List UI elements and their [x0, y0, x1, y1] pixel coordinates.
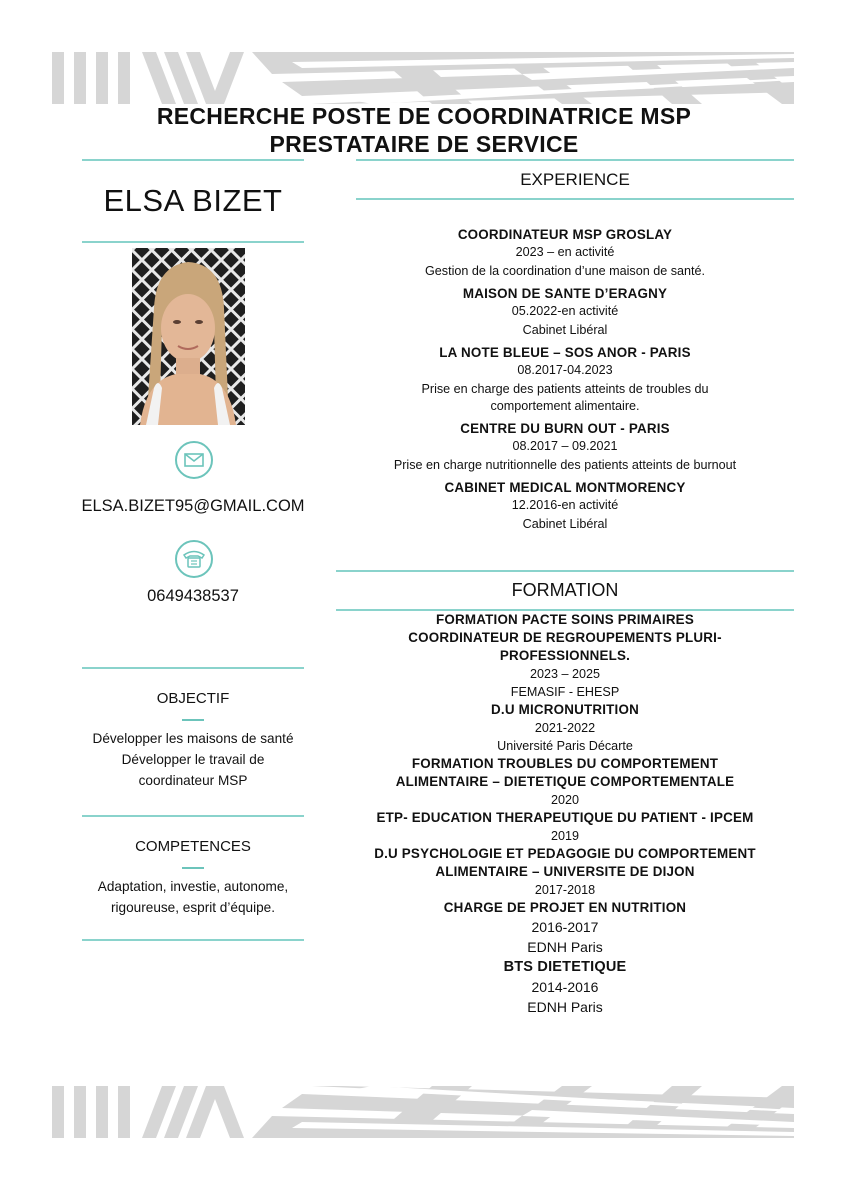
experience-heading: EXPERIENCE — [520, 170, 630, 189]
formation-date: 2021-2022 — [534, 721, 596, 735]
job-description: Cabinet Libéral — [522, 517, 608, 531]
formation-place: EDNH Paris — [527, 939, 603, 955]
objectif-heading: OBJECTIF — [156, 690, 230, 707]
formation-title: FORMATION PACTE SOINS PRIMAIRES COORDINATEUR DE REGROUPEMENTS PLURI-PROFESSIONNELS. — [408, 612, 722, 663]
formation-item — [336, 957, 794, 1017]
formation-item — [336, 611, 794, 701]
job-date: 2023 – en activité — [515, 245, 615, 259]
formation-place: EDNH Paris — [527, 999, 603, 1015]
formation-title: BTS DIETETIQUE — [503, 959, 627, 975]
experience-item — [336, 226, 794, 280]
objectif-line: coordinateur MSP — [138, 773, 248, 788]
divider — [356, 198, 794, 200]
divider — [82, 159, 304, 161]
job-description: Cabinet Libéral — [522, 323, 608, 337]
divider — [82, 815, 304, 817]
objectif-line: Développer les maisons de santé — [92, 731, 294, 746]
formation-place: FEMASIF - EHESP — [510, 685, 620, 699]
formation-date: 2016-2017 — [531, 919, 599, 935]
formation-title: D.U PSYCHOLOGIE ET PEDAGOGIE DU COMPORTEMENT ALIMENTAIRE – UNIVERSITE DE DIJON — [374, 846, 756, 879]
experience-list — [336, 226, 794, 538]
experience-item — [336, 420, 794, 474]
formation-date: 2020 — [550, 793, 580, 807]
formation-date: 2019 — [550, 829, 580, 843]
job-title: LA NOTE BLEUE – SOS ANOR - PARIS — [439, 345, 691, 360]
job-date: 05.2022-en activité — [511, 304, 619, 318]
candidate-name: ELSA BIZET — [103, 183, 283, 218]
job-title: MAISON DE SANTE D’ERAGNY — [462, 286, 668, 301]
competences-line: Adaptation, investie, autonome, — [97, 879, 289, 894]
job-title: CENTRE DU BURN OUT - PARIS — [460, 421, 670, 436]
job-date: 08.2017 – 09.2021 — [512, 439, 618, 453]
formation-item — [336, 809, 794, 845]
heading-underline — [182, 867, 204, 869]
email-icon — [175, 441, 213, 479]
divider — [82, 667, 304, 669]
decorative-stripe-band-bottom — [52, 1086, 794, 1138]
formation-place: Université Paris Décarte — [497, 739, 633, 753]
phone-text[interactable]: 0649438537 — [147, 587, 239, 605]
formation-list — [336, 611, 794, 1017]
divider — [82, 241, 304, 243]
formation-date: 2023 – 2025 — [529, 667, 601, 681]
competences-line: rigoureuse, esprit d’équipe. — [111, 900, 275, 915]
formation-title: D.U MICRONUTRITION — [491, 702, 639, 717]
divider — [356, 159, 794, 161]
formation-date: 2014-2016 — [531, 979, 599, 995]
phone-icon — [175, 540, 213, 578]
divider — [82, 939, 304, 941]
job-description: Gestion de la coordination d’une maison de santé. — [424, 264, 706, 278]
job-date: 12.2016-en activité — [511, 498, 619, 512]
formation-title: CHARGE DE PROJET EN NUTRITION — [443, 900, 687, 915]
experience-item — [336, 479, 794, 533]
competences-text — [72, 876, 314, 918]
email-text[interactable]: ELSA.BIZET95@GMAIL.COM — [81, 497, 305, 515]
page-title-line-2: PRESTATAIRE DE SERVICE — [269, 131, 579, 157]
job-date: 08.2017-04.2023 — [517, 363, 613, 377]
formation-item — [336, 755, 794, 809]
competences-heading: COMPETENCES — [135, 838, 251, 855]
formation-item — [336, 701, 794, 755]
formation-item — [336, 899, 794, 957]
formation-heading: FORMATION — [511, 580, 619, 600]
objectif-line: Développer le travail de — [121, 752, 265, 767]
formation-title: FORMATION TROUBLES DU COMPORTEMENT ALIMENTAIRE – DIETETIQUE COMPORTEMENTALE — [395, 756, 735, 789]
profile-photo — [132, 248, 245, 425]
page-title-line-1: RECHERCHE POSTE DE COORDINATRICE MSP — [156, 103, 692, 129]
formation-item — [336, 845, 794, 899]
experience-item — [336, 285, 794, 339]
objectif-text — [72, 728, 314, 791]
formation-date: 2017-2018 — [534, 883, 596, 897]
job-description: Prise en charge des patients atteints de troubles du comportement alimentaire. — [421, 382, 709, 413]
heading-underline — [182, 719, 204, 721]
job-title: CABINET MEDICAL MONTMORENCY — [444, 480, 686, 495]
job-title: COORDINATEUR MSP GROSLAY — [457, 227, 673, 242]
decorative-stripe-band-top — [52, 52, 794, 104]
experience-item — [336, 344, 794, 415]
formation-title: ETP- EDUCATION THERAPEUTIQUE DU PATIENT - IPCEM — [376, 810, 754, 825]
job-description: Prise en charge nutritionnelle des patients atteints de burnout — [393, 458, 737, 472]
divider — [336, 570, 794, 572]
